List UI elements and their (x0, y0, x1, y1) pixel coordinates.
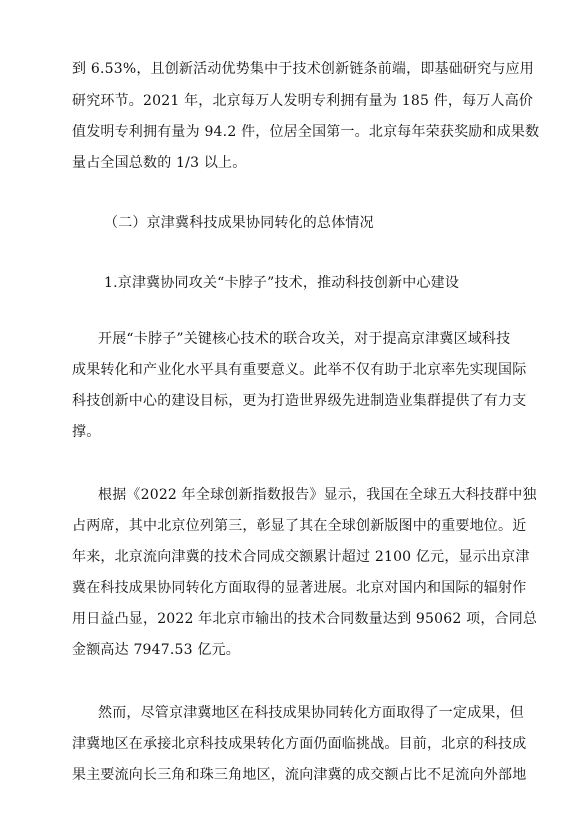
para3-line-5: 用日益凸显，2022 年北京市输出的技术合同数量达到 95062 项，合同总 (72, 611, 538, 627)
para2-line-3: 科技创新中心的建设目标，更为打造世界级先进制造业集群提供了有力支 (72, 393, 527, 409)
para3-line-4: 冀在科技成果协同转化方面取得的显著进展。北京对国内和国际的辐射作 (72, 580, 527, 596)
para3-line-2: 占两席，其中北京位列第三，彰显了其在全球创新版图中的重要地位。近 (72, 518, 527, 534)
para2-line-2: 成果转化和产业化水平具有重要意义。此举不仅有助于北京率先实现国际 (72, 362, 527, 378)
para3-line-3: 年来，北京流向津冀的技术合同成交额累计超过 2100 亿元，显示出京津 (72, 549, 530, 565)
para4-line-1: 然而，尽管京津冀地区在科技成果协同转化方面取得了一定成果，但 (98, 705, 524, 721)
para2-line-1: 开展“卡脖子”关键核心技术的联合攻关，对于提高京津冀区域科技 (98, 331, 511, 347)
para1-line-1: 到 6.53%，且创新活动优势集中于技术创新链条前端，即基础研究与应用 (72, 61, 534, 77)
para1-line-2: 研究环节。2021 年，北京每万人发明专利拥有量为 185 件，每万人高价 (72, 93, 534, 109)
para4-line-2: 津冀地区在承接北京科技成果转化方面仍面临挑战。目前，北京的科技成 (72, 736, 527, 752)
para3-line-6: 金额高达 7947.53 亿元。 (72, 642, 240, 658)
para4-line-3: 果主要流向长三角和珠三角地区，流向津冀的成交额占比不足流向外部地 (72, 767, 527, 783)
section-heading: （二）京津冀科技成果协同转化的总体情况 (104, 215, 374, 231)
para1-line-3: 值发明专利拥有量为 94.2 件，位居全国第一。北京每年荣获奖励和成果数 (72, 124, 540, 140)
para1-line-4: 量占全国总数的 1/3 以上。 (72, 155, 247, 171)
subheading: 1.京津冀协同攻关“卡脖子”技术，推动科技创新中心建设 (104, 275, 460, 291)
para2-line-4: 撑。 (72, 424, 101, 440)
para3-line-1: 根据《2022 年全球创新指数报告》显示，我国在全球五大科技群中独 (98, 487, 537, 503)
